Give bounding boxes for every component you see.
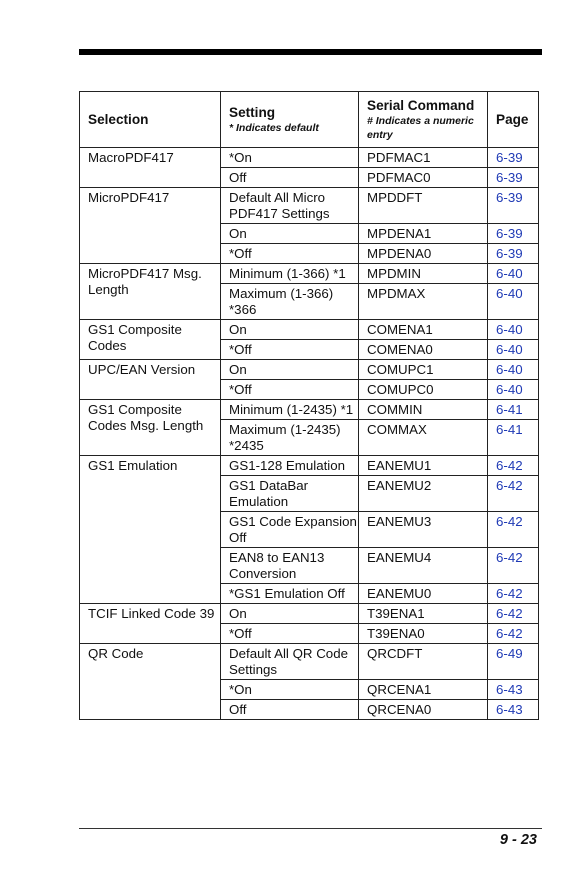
selection-cell: TCIF Linked Code 39 xyxy=(80,604,221,644)
setting-cell: On xyxy=(221,360,359,380)
setting-cell: On xyxy=(221,224,359,244)
page-link[interactable]: 6-40 xyxy=(488,340,539,360)
selection-cell: GS1 Composite Codes Msg. Length xyxy=(80,400,221,456)
serial-command-cell: EANEMU1 xyxy=(359,456,488,476)
header-serial-command xyxy=(359,92,488,148)
page-link[interactable]: 6-39 xyxy=(488,244,539,264)
setting-cell: *Off xyxy=(221,380,359,400)
serial-command-cell: QRCENA0 xyxy=(359,700,488,720)
serial-command-cell: MPDENA0 xyxy=(359,244,488,264)
serial-command-cell: EANEMU0 xyxy=(359,584,488,604)
header-setting-note: * Indicates default xyxy=(229,122,319,134)
serial-command-cell: COMENA0 xyxy=(359,340,488,360)
setting-cell: Maximum (1-2435) *2435 xyxy=(221,420,359,456)
page-link[interactable]: 6-40 xyxy=(488,380,539,400)
setting-cell: Off xyxy=(221,168,359,188)
serial-command-cell: PDFMAC1 xyxy=(359,148,488,168)
header-rule xyxy=(79,49,542,55)
selection-cell: QR Code xyxy=(80,644,221,720)
setting-cell: On xyxy=(221,320,359,340)
serial-command-cell: QRCDFT xyxy=(359,644,488,680)
setting-cell: Off xyxy=(221,700,359,720)
setting-cell: *Off xyxy=(221,624,359,644)
setting-cell: *Off xyxy=(221,340,359,360)
page-link[interactable]: 6-40 xyxy=(488,264,539,284)
setting-cell: Minimum (1-366) *1 xyxy=(221,264,359,284)
page-link[interactable]: 6-42 xyxy=(488,604,539,624)
page-number: 9 - 23 xyxy=(499,832,537,848)
header-page-label: Page xyxy=(496,112,529,127)
page-link[interactable]: 6-42 xyxy=(488,584,539,604)
table-row xyxy=(80,644,539,680)
header-page xyxy=(488,92,539,148)
setting-cell: GS1 DataBar Emulation xyxy=(221,476,359,512)
page-link[interactable]: 6-42 xyxy=(488,624,539,644)
table-row xyxy=(80,320,539,340)
serial-command-cell: T39ENA1 xyxy=(359,604,488,624)
page-link[interactable]: 6-49 xyxy=(488,644,539,680)
serial-command-cell: COMMIN xyxy=(359,400,488,420)
page-link[interactable]: 6-39 xyxy=(488,148,539,168)
setting-cell: Default All Micro PDF417 Settings xyxy=(221,188,359,224)
serial-command-cell: MPDMAX xyxy=(359,284,488,320)
serial-command-table xyxy=(79,91,539,720)
table-row xyxy=(80,456,539,476)
table-header-row xyxy=(80,92,539,148)
selection-cell: MacroPDF417 xyxy=(80,148,221,188)
page-link[interactable]: 6-40 xyxy=(488,320,539,340)
serial-command-cell: T39ENA0 xyxy=(359,624,488,644)
setting-cell: On xyxy=(221,604,359,624)
serial-command-cell: MPDENA1 xyxy=(359,224,488,244)
table-row xyxy=(80,264,539,284)
serial-command-cell: MPDDFT xyxy=(359,188,488,224)
selection-cell: UPC/EAN Version xyxy=(80,360,221,400)
page-link[interactable]: 6-42 xyxy=(488,512,539,548)
serial-command-cell: COMMAX xyxy=(359,420,488,456)
table-row xyxy=(80,148,539,168)
page-link[interactable]: 6-41 xyxy=(488,420,539,456)
page-link[interactable]: 6-40 xyxy=(488,284,539,320)
page-link[interactable]: 6-39 xyxy=(488,224,539,244)
serial-command-cell: EANEMU3 xyxy=(359,512,488,548)
setting-cell: *Off xyxy=(221,244,359,264)
table-row xyxy=(80,360,539,380)
selection-cell: MicroPDF417 xyxy=(80,188,221,264)
page-link[interactable]: 6-39 xyxy=(488,168,539,188)
serial-command-cell: PDFMAC0 xyxy=(359,168,488,188)
page-link[interactable]: 6-41 xyxy=(488,400,539,420)
header-setting xyxy=(221,92,359,148)
serial-command-cell: COMENA1 xyxy=(359,320,488,340)
page-link[interactable]: 6-39 xyxy=(488,188,539,224)
page-link[interactable]: 6-43 xyxy=(488,680,539,700)
footer-rule xyxy=(79,828,542,829)
table-row xyxy=(80,188,539,224)
setting-cell: EAN8 to EAN13 Conversion xyxy=(221,548,359,584)
setting-cell: Minimum (1-2435) *1 xyxy=(221,400,359,420)
setting-cell: *On xyxy=(221,148,359,168)
table-row xyxy=(80,604,539,624)
serial-command-cell: EANEMU4 xyxy=(359,548,488,584)
serial-command-cell: COMUPC0 xyxy=(359,380,488,400)
page-link[interactable]: 6-42 xyxy=(488,476,539,512)
setting-cell: Maximum (1-366) *366 xyxy=(221,284,359,320)
header-selection-label: Selection xyxy=(88,112,149,127)
setting-cell: *GS1 Emulation Off xyxy=(221,584,359,604)
header-selection xyxy=(80,92,221,148)
selection-cell: GS1 Emulation xyxy=(80,456,221,604)
table-row xyxy=(80,400,539,420)
setting-cell: Default All QR Code Settings xyxy=(221,644,359,680)
header-serial-note: # Indicates a numeric entry xyxy=(367,115,474,141)
selection-cell: MicroPDF417 Msg. Length xyxy=(80,264,221,320)
setting-cell: GS1-128 Emulation xyxy=(221,456,359,476)
page-link[interactable]: 6-40 xyxy=(488,360,539,380)
page-link[interactable]: 6-42 xyxy=(488,456,539,476)
page-link[interactable]: 6-42 xyxy=(488,548,539,584)
serial-command-cell: QRCENA1 xyxy=(359,680,488,700)
page-link[interactable]: 6-43 xyxy=(488,700,539,720)
serial-command-cell: COMUPC1 xyxy=(359,360,488,380)
header-serial-label: Serial Command xyxy=(367,98,475,113)
setting-cell: GS1 Code Expansion Off xyxy=(221,512,359,548)
serial-command-cell: EANEMU2 xyxy=(359,476,488,512)
header-setting-label: Setting xyxy=(229,105,276,120)
setting-cell: *On xyxy=(221,680,359,700)
table-body xyxy=(80,148,539,720)
selection-cell: GS1 Composite Codes xyxy=(80,320,221,360)
serial-command-cell: MPDMIN xyxy=(359,264,488,284)
